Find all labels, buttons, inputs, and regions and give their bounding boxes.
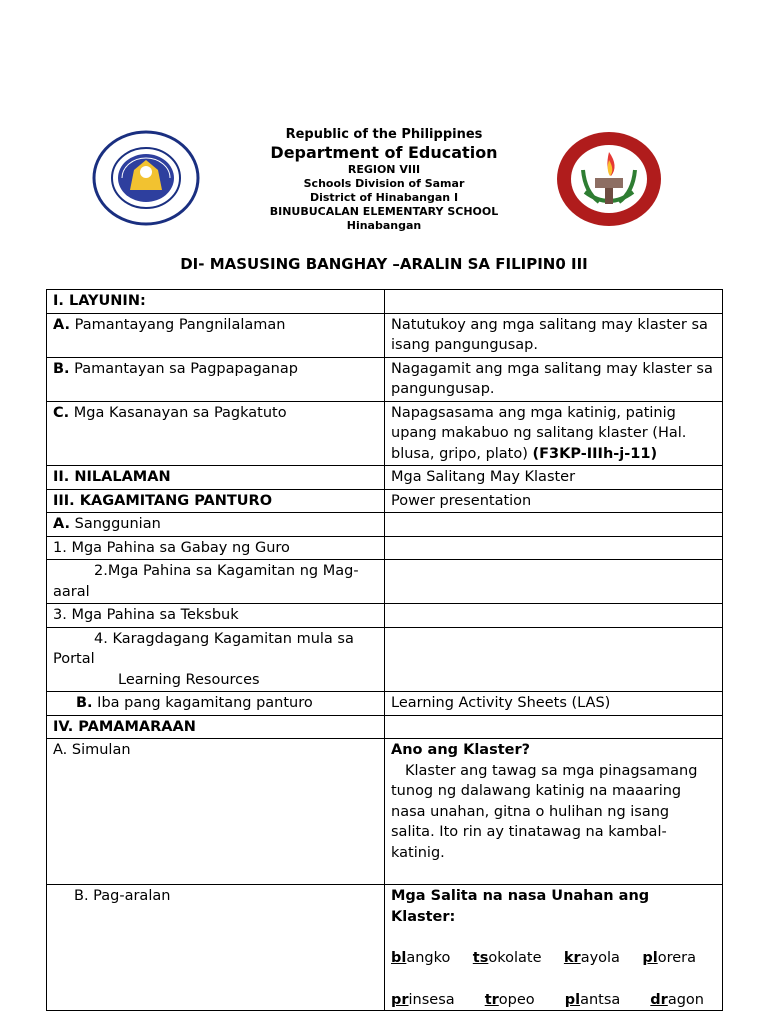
gabay-ng-guro: 1. Mga Pahina sa Gabay ng Guro — [47, 536, 385, 560]
district-line: District of Hinabangan I — [309, 191, 459, 204]
nilalaman-heading: II. NILALAMAN — [47, 466, 385, 490]
word-item: krayola — [563, 950, 620, 966]
table-row — [47, 313, 723, 357]
word-item: dragon — [650, 991, 704, 1008]
layunin-heading: I. LAYUNIN: — [47, 290, 385, 314]
pag-aralan: B. Pag-aralan — [47, 885, 385, 1011]
table-row — [47, 489, 723, 513]
table-row — [47, 604, 723, 628]
table-row — [47, 560, 723, 604]
simulan: A. Simulan — [47, 739, 385, 885]
karagdagan-3: Learning Resources — [118, 671, 260, 688]
table-row — [47, 536, 723, 560]
kagamitan-mag-aaral-1: 2.Mga Pahina sa Kagamitan ng Mag- — [94, 563, 359, 579]
table-row — [47, 715, 723, 739]
school-line: BINUBUCALAN ELEMENTARY SCHOOL — [269, 205, 499, 218]
region-line: REGION VIII — [347, 163, 421, 176]
label-iba: B. — [76, 695, 93, 711]
town-line: Hinabangan — [346, 219, 422, 232]
division-line: Schools Division of Samar — [303, 177, 465, 190]
table-row — [47, 290, 723, 314]
iba-value: Learning Activity Sheets (LAS) — [385, 692, 723, 716]
pamantayang-pangnilalaman: Pamantayang Pangnilalaman — [74, 316, 286, 333]
label-sanggunian: A. — [53, 516, 70, 532]
pamamaraan-heading: IV. PAMAMARAAN — [47, 715, 385, 739]
c-value: Napagsasama ang mga katinig, patinig upang makabuo ng salitang klaster (Hal. blusa, gripo, plato) — [391, 404, 687, 462]
table-row — [47, 513, 723, 537]
klaster-question: Ano ang Klaster? — [391, 742, 531, 758]
word-item: tropeo — [484, 991, 535, 1008]
word-item: plorera — [642, 950, 696, 966]
table-row — [47, 357, 723, 401]
a-value: Natutukoy ang mga salitang may klaster sa isang pangungusap. — [385, 313, 723, 357]
kagamitan-value: Power presentation — [385, 489, 723, 513]
table-row — [47, 885, 723, 1011]
word-item: blangko — [391, 950, 451, 966]
words-row-2 — [391, 990, 716, 1011]
table-row — [47, 466, 723, 490]
word-item: tsokolate — [472, 950, 542, 966]
table-row — [47, 627, 723, 692]
teksbuk: 3. Mga Pahina sa Teksbuk — [47, 604, 385, 628]
pamantayan-sa-pagpapaganap: Pamantayan sa Pagpapaganap — [74, 360, 298, 377]
klaster-definition: Klaster ang tawag sa mga pinagsamang tunog ng dalawang katinig na maaaring nasa unahan, gitna o hulihan ng isang salita. Ito rin ay tinatawag na kambal-katinig. — [391, 762, 698, 861]
nilalaman-value: Mga Salitang May Klaster — [385, 466, 723, 490]
unahan-heading: Mga Salita na nasa Unahan ang Klaster: — [391, 888, 650, 925]
table-row — [47, 692, 723, 716]
label-c: C. — [53, 404, 70, 421]
republic-line: Republic of the Philippines — [285, 127, 483, 142]
competency-code: (F3KP-IIIh-j-11) — [532, 445, 658, 462]
document-title: DI- MASUSING BANGHAY –ARALIN SA FILIPIN0 III — [180, 255, 588, 273]
iba-pang-kagamitan: Iba pang kagamitang panturo — [97, 695, 313, 711]
words-row-1 — [391, 948, 716, 969]
word-item: plantsa — [564, 991, 621, 1008]
label-b: B. — [53, 360, 70, 377]
b-value: Nagagamit ang mga salitang may klaster sa pangungusap. — [385, 357, 723, 401]
lesson-plan-table — [46, 289, 723, 1011]
karagdagan-2: Portal — [53, 651, 95, 667]
department-line: Department of Education — [270, 143, 498, 162]
letterhead — [0, 127, 768, 233]
kagamitan-mag-aaral-2: aaral — [53, 583, 90, 600]
label-a: A. — [53, 316, 70, 333]
table-row — [47, 739, 723, 885]
karagdagan-1: 4. Karagdagang Kagamitan mula sa — [94, 630, 354, 647]
kagamitan-heading: III. KAGAMITANG PANTURO — [47, 489, 385, 513]
sanggunian: Sanggunian — [74, 516, 161, 532]
word-item: prinsesa — [391, 991, 455, 1008]
table-row — [47, 401, 723, 466]
mga-kasanayan: Mga Kasanayan sa Pagkatuto — [73, 404, 287, 421]
